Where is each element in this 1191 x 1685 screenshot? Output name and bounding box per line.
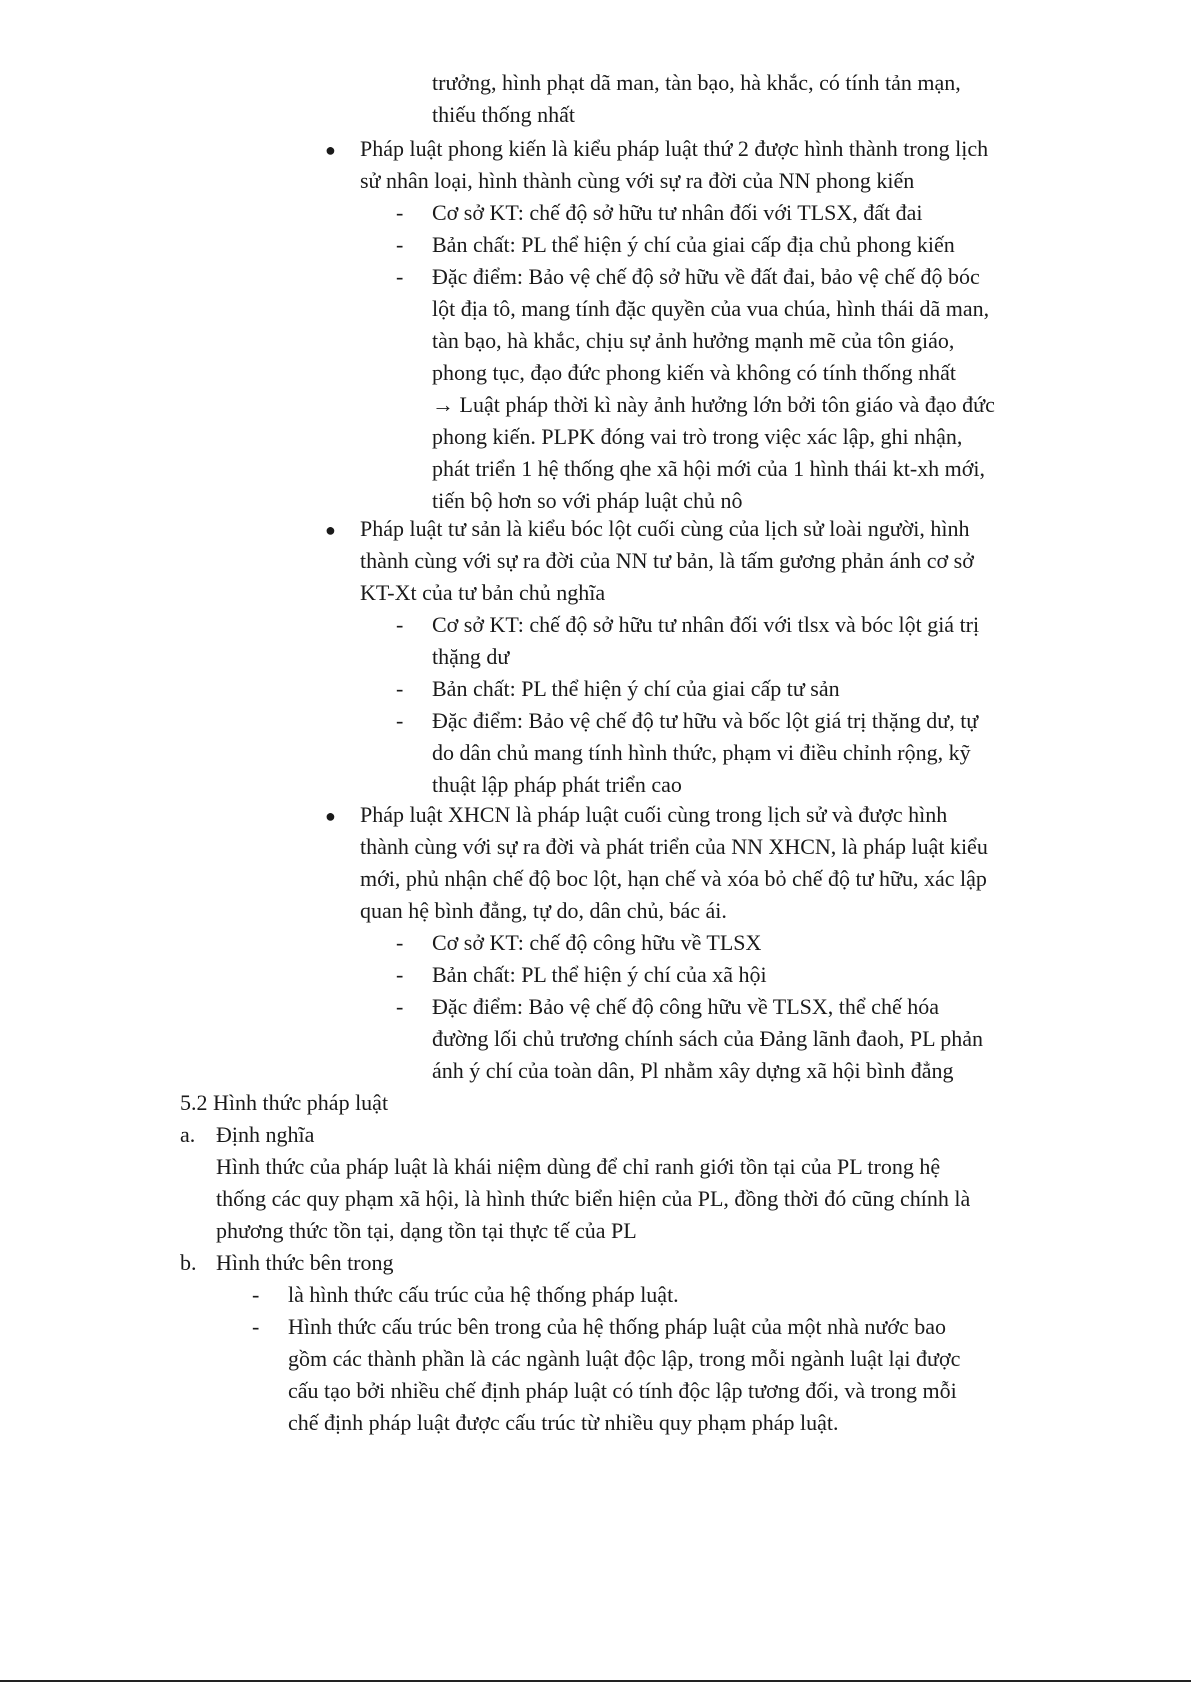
- list-marker-a: a.: [180, 1122, 196, 1147]
- bullet-bourgeois-line-3: KT-Xt của tư bản chủ nghĩa: [360, 580, 606, 605]
- dash-marker: -: [396, 962, 404, 987]
- socialist-economic-base: Cơ sở KT: chế độ công hữu về TLSX: [432, 930, 762, 955]
- feudal-features-line-8: tiến bộ hơn so với pháp luật chủ nô: [432, 488, 743, 513]
- definition-para-line-2: thống các quy phạm xã hội, là hình thức biển hiện của PL, đồng thời đó cũng chính là: [216, 1186, 971, 1211]
- bourgeois-nature: Bản chất: PL thể hiện ý chí của giai cấp tư sản: [432, 676, 840, 701]
- bullet-socialist-line-3: mới, phủ nhận chế độ boc lột, hạn chế và xóa bỏ chế độ tư hữu, xác lập: [360, 866, 987, 891]
- dash-marker: -: [252, 1314, 260, 1339]
- socialist-nature: Bản chất: PL thể hiện ý chí của xã hội: [432, 962, 767, 987]
- definition-title: Định nghĩa: [216, 1122, 315, 1147]
- bourgeois-features-line-2: do dân chủ mang tính hình thức, phạm vi điều chỉnh rộng, kỹ: [432, 740, 971, 765]
- bourgeois-economic-base-line-2: thặng dư: [432, 644, 510, 669]
- bullet-marker: ●: [325, 520, 336, 540]
- internal-form-title: Hình thức bên trong: [216, 1250, 394, 1275]
- bullet-socialist-line-2: thành cùng với sự ra đời và phát triển của NN XHCN, là pháp luật kiểu: [360, 834, 988, 859]
- bullet-bourgeois-line-1: Pháp luật tư sản là kiểu bóc lột cuối cùng của lịch sử loài người, hình: [360, 516, 970, 541]
- internal-form-point-2-line-1: Hình thức cấu trúc bên trong của hệ thống pháp luật của một nhà nước bao: [288, 1314, 947, 1339]
- bullet-marker: ●: [325, 140, 336, 160]
- dash-marker: -: [396, 612, 404, 637]
- bullet-feudal-line-2: sử nhân loại, hình thành cùng với sự ra đời của NN phong kiến: [360, 168, 915, 193]
- socialist-features-line-1: Đặc điểm: Bảo vệ chế độ công hữu về TLSX, thể chế hóa: [432, 994, 939, 1019]
- internal-form-point-2-line-4: chế định pháp luật được cấu trúc từ nhiều quy phạm pháp luật.: [288, 1410, 839, 1435]
- feudal-features-line-1: Đặc điểm: Bảo vệ chế độ sở hữu về đất đai, bảo vệ chế độ bóc: [432, 264, 980, 289]
- dash-marker: -: [396, 676, 404, 701]
- definition-para-line-3: phương thức tồn tại, dạng tồn tại thực tế của PL: [216, 1218, 637, 1243]
- definition-para-line-1: Hình thức của pháp luật là khái niệm dùng để chỉ ranh giới tồn tại của PL trong hệ: [216, 1154, 941, 1179]
- dash-marker: -: [252, 1282, 260, 1307]
- intro-line-1: trưởng, hình phạt dã man, tàn bạo, hà khắc, có tính tản mạn,: [432, 70, 961, 95]
- bullet-marker: ●: [325, 806, 336, 826]
- dash-marker: -: [396, 708, 404, 733]
- list-marker-b: b.: [180, 1250, 197, 1275]
- internal-form-point-2-line-2: gồm các thành phần là các ngành luật độc lập, trong mỗi ngành luật lại được: [288, 1346, 961, 1371]
- feudal-nature: Bản chất: PL thể hiện ý chí của giai cấp địa chủ phong kiến: [432, 232, 955, 257]
- dash-marker: -: [396, 930, 404, 955]
- dash-marker: -: [396, 994, 404, 1019]
- dash-marker: -: [396, 232, 404, 257]
- page-bottom-rule: [0, 1680, 1191, 1682]
- bullet-bourgeois-line-2: thành cùng với sự ra đời của NN tư bản, là tấm gương phản ánh cơ sở: [360, 548, 974, 573]
- bullet-socialist-line-4: quan hệ bình đẳng, tự do, dân chủ, bác ái.: [360, 898, 727, 923]
- bullet-socialist-line-1: Pháp luật XHCN là pháp luật cuối cùng trong lịch sử và được hình: [360, 802, 948, 827]
- bourgeois-features-line-3: thuật lập pháp phát triển cao: [432, 772, 682, 797]
- socialist-features-line-3: ánh ý chí của toàn dân, Pl nhằm xây dựng xã hội bình đẳng: [432, 1058, 954, 1083]
- internal-form-point-1: là hình thức cấu trúc của hệ thống pháp luật.: [288, 1282, 679, 1307]
- bourgeois-features-line-1: Đặc điểm: Bảo vệ chế độ tư hữu và bốc lột giá trị thặng dư, tự: [432, 708, 979, 733]
- bourgeois-economic-base-line-1: Cơ sở KT: chế độ sở hữu tư nhân đối với tlsx và bóc lột giá trị: [432, 612, 980, 637]
- dash-marker: -: [396, 264, 404, 289]
- feudal-features-line-4: phong tục, đạo đức phong kiến và không có tính thống nhất: [432, 360, 956, 385]
- feudal-features-line-5: → Luật pháp thời kì này ảnh hưởng lớn bởi tôn giáo và đạo đức: [432, 392, 995, 417]
- dash-marker: -: [396, 200, 404, 225]
- bullet-feudal-line-1: Pháp luật phong kiến là kiểu pháp luật thứ 2 được hình thành trong lịch: [360, 136, 989, 161]
- internal-form-point-2-line-3: cấu tạo bởi nhiều chế định pháp luật có tính độc lập tương đối, và trong mỗi: [288, 1378, 957, 1403]
- socialist-features-line-2: đường lối chủ trương chính sách của Đảng lãnh đaoh, PL phản: [432, 1026, 983, 1051]
- feudal-features-line-7: phát triển 1 hệ thống qhe xã hội mới của 1 hình thái kt-xh mới,: [432, 456, 985, 481]
- intro-line-2: thiếu thống nhất: [432, 102, 575, 127]
- feudal-features-line-3: tàn bạo, hà khắc, chịu sự ảnh hưởng mạnh mẽ của tôn giáo,: [432, 328, 955, 353]
- feudal-economic-base: Cơ sở KT: chế độ sở hữu tư nhân đối với TLSX, đất đai: [432, 200, 923, 225]
- feudal-features-line-2: lột địa tô, mang tính đặc quyền của vua chúa, hình thái dã man,: [432, 296, 990, 321]
- feudal-features-line-6: phong kiến. PLPK đóng vai trò trong việc xác lập, ghi nhận,: [432, 424, 963, 449]
- section-heading: 5.2 Hình thức pháp luật: [180, 1090, 389, 1115]
